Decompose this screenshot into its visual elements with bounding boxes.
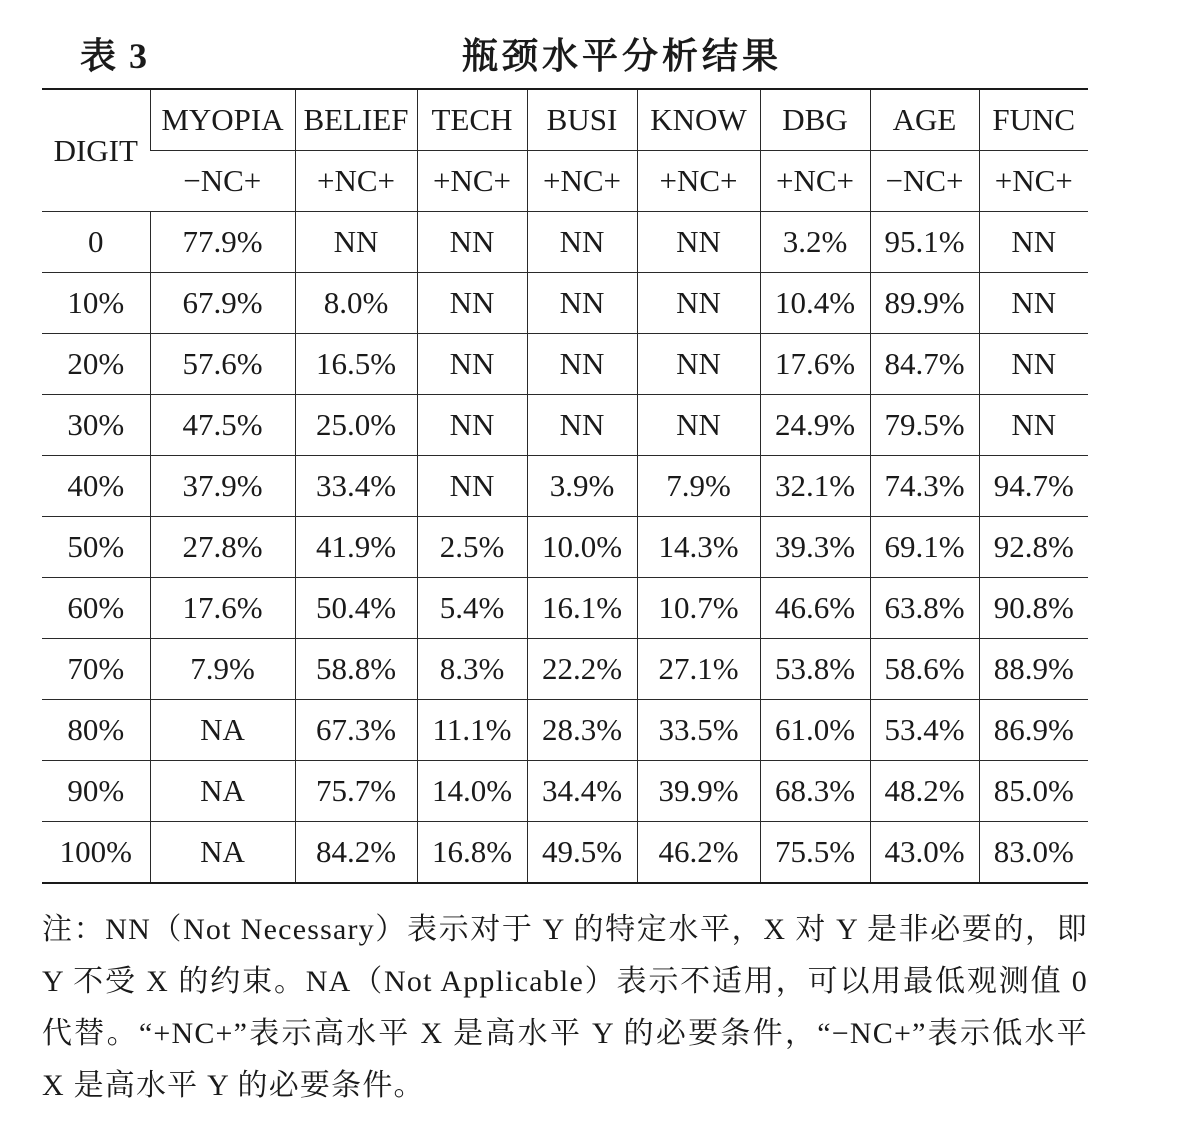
table-cell: NN <box>979 273 1088 334</box>
table-cell: 17.6% <box>150 578 295 639</box>
table-cell: 47.5% <box>150 395 295 456</box>
table-cell: 2.5% <box>417 517 527 578</box>
table-body <box>42 212 1088 884</box>
table-cell: 7.9% <box>150 639 295 700</box>
table-cell: 34.4% <box>527 761 637 822</box>
table-cell: 69.1% <box>870 517 979 578</box>
table-cell: NN <box>979 212 1088 273</box>
column-header-age: AGE <box>870 89 979 151</box>
column-header-know: KNOW <box>637 89 760 151</box>
table-cell: 49.5% <box>527 822 637 884</box>
table-cell: 37.9% <box>150 456 295 517</box>
table-cell: 75.5% <box>760 822 870 884</box>
table-cell: NN <box>637 334 760 395</box>
table-cell: 10.7% <box>637 578 760 639</box>
table-cell: NN <box>527 334 637 395</box>
table-cell: 10.0% <box>527 517 637 578</box>
table-title: 瓶颈水平分析结果 <box>462 36 783 76</box>
row-level-cell: 30% <box>42 395 150 456</box>
table-row <box>42 822 1088 884</box>
table-cell: 48.2% <box>870 761 979 822</box>
table-cell: 61.0% <box>760 700 870 761</box>
table-cell: NN <box>417 212 527 273</box>
table-cell: 58.6% <box>870 639 979 700</box>
table-cell: 68.3% <box>760 761 870 822</box>
table-cell: NN <box>637 273 760 334</box>
column-condition-know: +NC+ <box>637 151 760 212</box>
table-cell: 94.7% <box>979 456 1088 517</box>
table-row <box>42 395 1088 456</box>
row-level-cell: 100% <box>59 834 132 869</box>
header-row-conditions <box>42 151 1088 212</box>
table-cell: 77.9% <box>150 212 295 273</box>
table-cell: 10.4% <box>760 273 870 334</box>
header-row-names <box>42 89 1088 151</box>
table-cell: 43.0% <box>870 822 979 884</box>
table-row <box>42 273 1088 334</box>
row-header-digit: DIGIT <box>42 89 150 212</box>
table-cell: NN <box>417 456 527 517</box>
table-cell: 84.2% <box>295 822 417 884</box>
table-cell: 17.6% <box>760 334 870 395</box>
table-cell: 32.1% <box>760 456 870 517</box>
column-condition-dbg: +NC+ <box>760 151 870 212</box>
table-cell: 67.9% <box>150 273 295 334</box>
table-cell: 83.0% <box>979 822 1088 884</box>
table-cell: 25.0% <box>295 395 417 456</box>
table-cell: 89.9% <box>870 273 979 334</box>
table-cell: 85.0% <box>979 761 1088 822</box>
table-cell: 3.2% <box>760 212 870 273</box>
table-cell: 50.4% <box>295 578 417 639</box>
table-row <box>42 456 1088 517</box>
column-header-tech: TECH <box>417 89 527 151</box>
table-cell: 24.9% <box>760 395 870 456</box>
table-row <box>42 639 1088 700</box>
table-cell: 58.8% <box>295 639 417 700</box>
column-condition-tech: +NC+ <box>417 151 527 212</box>
table-cell: 79.5% <box>870 395 979 456</box>
table-cell: 46.6% <box>760 578 870 639</box>
table-cell: NN <box>979 395 1088 456</box>
table-row <box>42 700 1088 761</box>
row-level-cell: 50% <box>42 517 150 578</box>
column-header-busi: BUSI <box>527 89 637 151</box>
table-cell: NN <box>527 212 637 273</box>
table-row <box>42 761 1088 822</box>
row-level-cell: 10% <box>42 273 150 334</box>
column-header-myopia: MYOPIA <box>150 89 295 151</box>
row-level-cell: 70% <box>42 639 150 700</box>
table-cell: 39.3% <box>760 517 870 578</box>
table-cell: 5.4% <box>417 578 527 639</box>
table-cell: 27.8% <box>150 517 295 578</box>
table-cell: NN <box>637 212 760 273</box>
table-cell: NN <box>417 273 527 334</box>
table-cell: 16.5% <box>295 334 417 395</box>
bottleneck-table <box>42 88 1088 884</box>
table-cell: 74.3% <box>870 456 979 517</box>
table-row <box>42 517 1088 578</box>
table-cell: 8.3% <box>417 639 527 700</box>
table-cell: 53.4% <box>870 700 979 761</box>
table-cell: 28.3% <box>527 700 637 761</box>
table-cell: NA <box>150 700 295 761</box>
table-cell: NN <box>527 273 637 334</box>
table-cell: NN <box>527 395 637 456</box>
column-condition-func: +NC+ <box>979 151 1088 212</box>
table-cell: 7.9% <box>637 456 760 517</box>
table-cell: NN <box>417 395 527 456</box>
table-cell: 14.0% <box>417 761 527 822</box>
column-condition-belief: +NC+ <box>295 151 417 212</box>
table-cell: 11.1% <box>417 700 527 761</box>
table-cell: 90.8% <box>979 578 1088 639</box>
table-cell: 92.8% <box>979 517 1088 578</box>
table-cell: 14.3% <box>637 517 760 578</box>
table-cell: 88.9% <box>979 639 1088 700</box>
table-note: 注：NN（Not Necessary）表示对于 Y 的特定水平，X 对 Y 是非必要的，即 Y 不受 X 的约束。NA（Not Applicable）表示不适用，可以用最低观测值 0 代替。“+NC+”表示高水平 X 是高水平 Y 的必要条件，“−NC+”表示低水平 X 是高水平 Y 的必要条件。 <box>42 913 1088 1102</box>
table-cell: 86.9% <box>979 700 1088 761</box>
table-cell: NN <box>295 212 417 273</box>
table-cell: 33.5% <box>637 700 760 761</box>
table-cell: 53.8% <box>760 639 870 700</box>
table-cell: 16.1% <box>527 578 637 639</box>
row-level-cell: 80% <box>42 700 150 761</box>
row-level-cell: 40% <box>42 456 150 517</box>
column-header-belief: BELIEF <box>295 89 417 151</box>
table-caption <box>42 18 1088 80</box>
column-header-dbg: DBG <box>760 89 870 151</box>
table-number: 表 3 <box>80 36 150 76</box>
table-row <box>42 578 1088 639</box>
table-cell: 22.2% <box>527 639 637 700</box>
table-row <box>42 212 1088 273</box>
table-cell: NA <box>150 761 295 822</box>
column-header-func: FUNC <box>979 89 1088 151</box>
table-cell: NN <box>637 395 760 456</box>
row-level-cell: 60% <box>42 578 150 639</box>
table-cell: NA <box>150 822 295 884</box>
table-cell: 84.7% <box>870 334 979 395</box>
table-cell: 27.1% <box>637 639 760 700</box>
table-cell: NN <box>417 334 527 395</box>
table-row <box>42 334 1088 395</box>
table-cell: 63.8% <box>870 578 979 639</box>
table-cell: 75.7% <box>295 761 417 822</box>
column-condition-busi: +NC+ <box>527 151 637 212</box>
table-cell: 16.8% <box>417 822 527 884</box>
table-cell: 95.1% <box>870 212 979 273</box>
table-cell: 67.3% <box>295 700 417 761</box>
table-cell: 39.9% <box>637 761 760 822</box>
column-condition-myopia: −NC+ <box>150 151 295 212</box>
table-cell: 46.2% <box>637 822 760 884</box>
table-cell: 3.9% <box>527 456 637 517</box>
column-condition-age: −NC+ <box>870 151 979 212</box>
table-cell: NN <box>979 334 1088 395</box>
table-cell: 57.6% <box>150 334 295 395</box>
table-cell: 41.9% <box>295 517 417 578</box>
table-cell: 8.0% <box>295 273 417 334</box>
row-level-cell: 0 <box>42 212 150 273</box>
row-level-cell: 20% <box>42 334 150 395</box>
table-cell: 33.4% <box>295 456 417 517</box>
row-level-cell: 90% <box>42 761 150 822</box>
